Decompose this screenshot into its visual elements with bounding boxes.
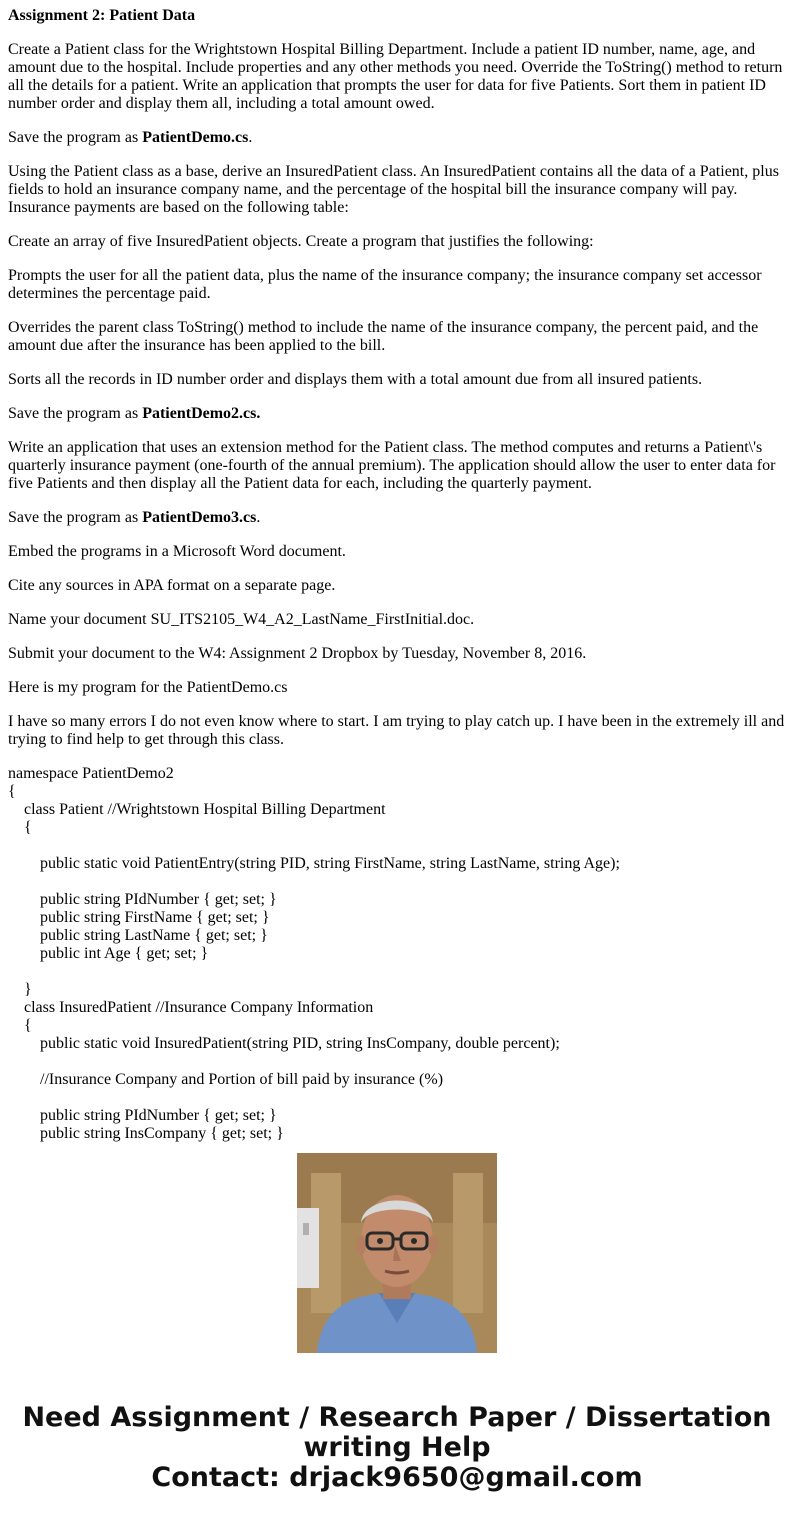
save-instruction-1 xyxy=(8,129,788,147)
promo-line: writing Help xyxy=(303,1432,491,1463)
file-name-patientdemo2: PatientDemo2.cs. xyxy=(142,405,261,422)
paragraph-cite: Cite any sources in APA format on a separate page. xyxy=(8,577,336,594)
paragraph-insured-patient: Using the Patient class as a base, derive an InsuredPatient class. An InsuredPatient contains all the data of a Patient, plus fields to hold an insurance company name, and the percentage of the hospital bill the insurance company will pay. Insurance payments are based on the following table: xyxy=(8,163,779,216)
paragraph-name-document: Name your document SU_ITS2105_W4_A2_LastName_FirstInitial.doc. xyxy=(8,611,475,628)
promo-line: Need Assignment / Research Paper / Dissertation xyxy=(22,1402,772,1433)
code-line: //Insurance Company and Portion of bill paid by insurance (%) xyxy=(40,1071,444,1088)
code-line: public string LastName { get; set; } xyxy=(40,927,268,944)
paragraph-prompts: Prompts the user for all the patient data, plus the name of the insurance company; the insurance company set accessor determines the percentage paid. xyxy=(8,267,762,302)
code-blank-line xyxy=(8,837,788,855)
save-suffix: . xyxy=(256,509,261,526)
paragraph-extension-method: Write an application that uses an extension method for the Patient class. The method computes and returns a Patient\'s quarterly insurance payment (one-fourth of the annual premium). The application should allow the user to enter data for five Patients and then display all the Patient data for each, including the quarterly payment. xyxy=(8,439,776,492)
save-suffix: . xyxy=(248,129,253,146)
paragraph-program-intro: Here is my program for the PatientDemo.cs xyxy=(8,679,288,696)
code-blank-line xyxy=(8,1053,788,1071)
document-title: Assignment 2: Patient Data xyxy=(8,7,196,24)
code-line: public static void PatientEntry(string PID, string FirstName, string LastName, string Age); xyxy=(40,855,620,872)
save-prefix: Save the program as xyxy=(8,509,143,526)
code-line: public int Age { get; set; } xyxy=(40,945,209,962)
code-blank-line xyxy=(8,1089,788,1107)
code-blank-line xyxy=(8,963,788,981)
paragraph-array: Create an array of five InsuredPatient objects. Create a program that justifies the following: xyxy=(8,233,594,250)
file-name-patientdemo3: PatientDemo3.cs xyxy=(142,509,257,526)
code-line: class Patient //Wrightstown Hospital Billing Department xyxy=(24,801,386,818)
code-line: { xyxy=(24,819,32,836)
paragraph-sorts: Sorts all the records in ID number order and displays them with a total amount due from all insured patients. xyxy=(8,371,703,388)
paragraph-embed: Embed the programs in a Microsoft Word document. xyxy=(8,543,346,560)
code-blank-line xyxy=(8,873,788,891)
document-content xyxy=(8,7,788,1142)
paragraph-errors: I have so many errors I do not even know where to start. I am trying to play catch up. I have been in the extremely ill and trying to find help to get through this class. xyxy=(8,713,785,748)
code-line: public string PIdNumber { get; set; } xyxy=(40,1107,277,1124)
code-line: { xyxy=(8,783,16,800)
paragraph-submit: Submit your document to the W4: Assignment 2 Dropbox by Tuesday, November 8, 2016. xyxy=(8,645,587,662)
code-line: class InsuredPatient //Insurance Company Information xyxy=(24,999,374,1016)
code-line: public string InsCompany { get; set; } xyxy=(40,1125,284,1142)
save-instruction-3 xyxy=(8,509,788,527)
avatar xyxy=(297,1153,497,1353)
code-line: public string PIdNumber { get; set; } xyxy=(40,891,277,908)
code-line: namespace PatientDemo2 xyxy=(8,765,174,782)
code-line: { xyxy=(24,1017,32,1034)
save-prefix: Save the program as xyxy=(8,129,143,146)
promo-banner xyxy=(0,1403,794,1493)
code-line: public static void InsuredPatient(string PID, string InsCompany, double percent); xyxy=(40,1035,560,1052)
code-line: public string FirstName { get; set; } xyxy=(40,909,270,926)
save-prefix: Save the program as xyxy=(8,405,143,422)
code-line: } xyxy=(24,981,32,998)
paragraph-patient-class: Create a Patient class for the Wrightstown Hospital Billing Department. Include a patient ID number, name, age, and amount due to the hospital. Include properties and any other methods you need. Override the ToString() method to return all the details for a patient. Write an application that prompts the user for data for five Patients. Sort them in patient ID number order and display them all, including a total amount owed. xyxy=(8,41,783,112)
promo-contact: Contact: drjack9650@gmail.com xyxy=(151,1462,643,1493)
person-photo-icon xyxy=(297,1153,497,1353)
code-block xyxy=(8,765,788,1143)
paragraph-overrides: Overrides the parent class ToString() method to include the name of the insurance company, the percent paid, and the amount due after the insurance has been applied to the bill. xyxy=(8,319,759,354)
file-name-patientdemo: PatientDemo.cs xyxy=(142,129,249,146)
save-instruction-2 xyxy=(8,405,788,423)
